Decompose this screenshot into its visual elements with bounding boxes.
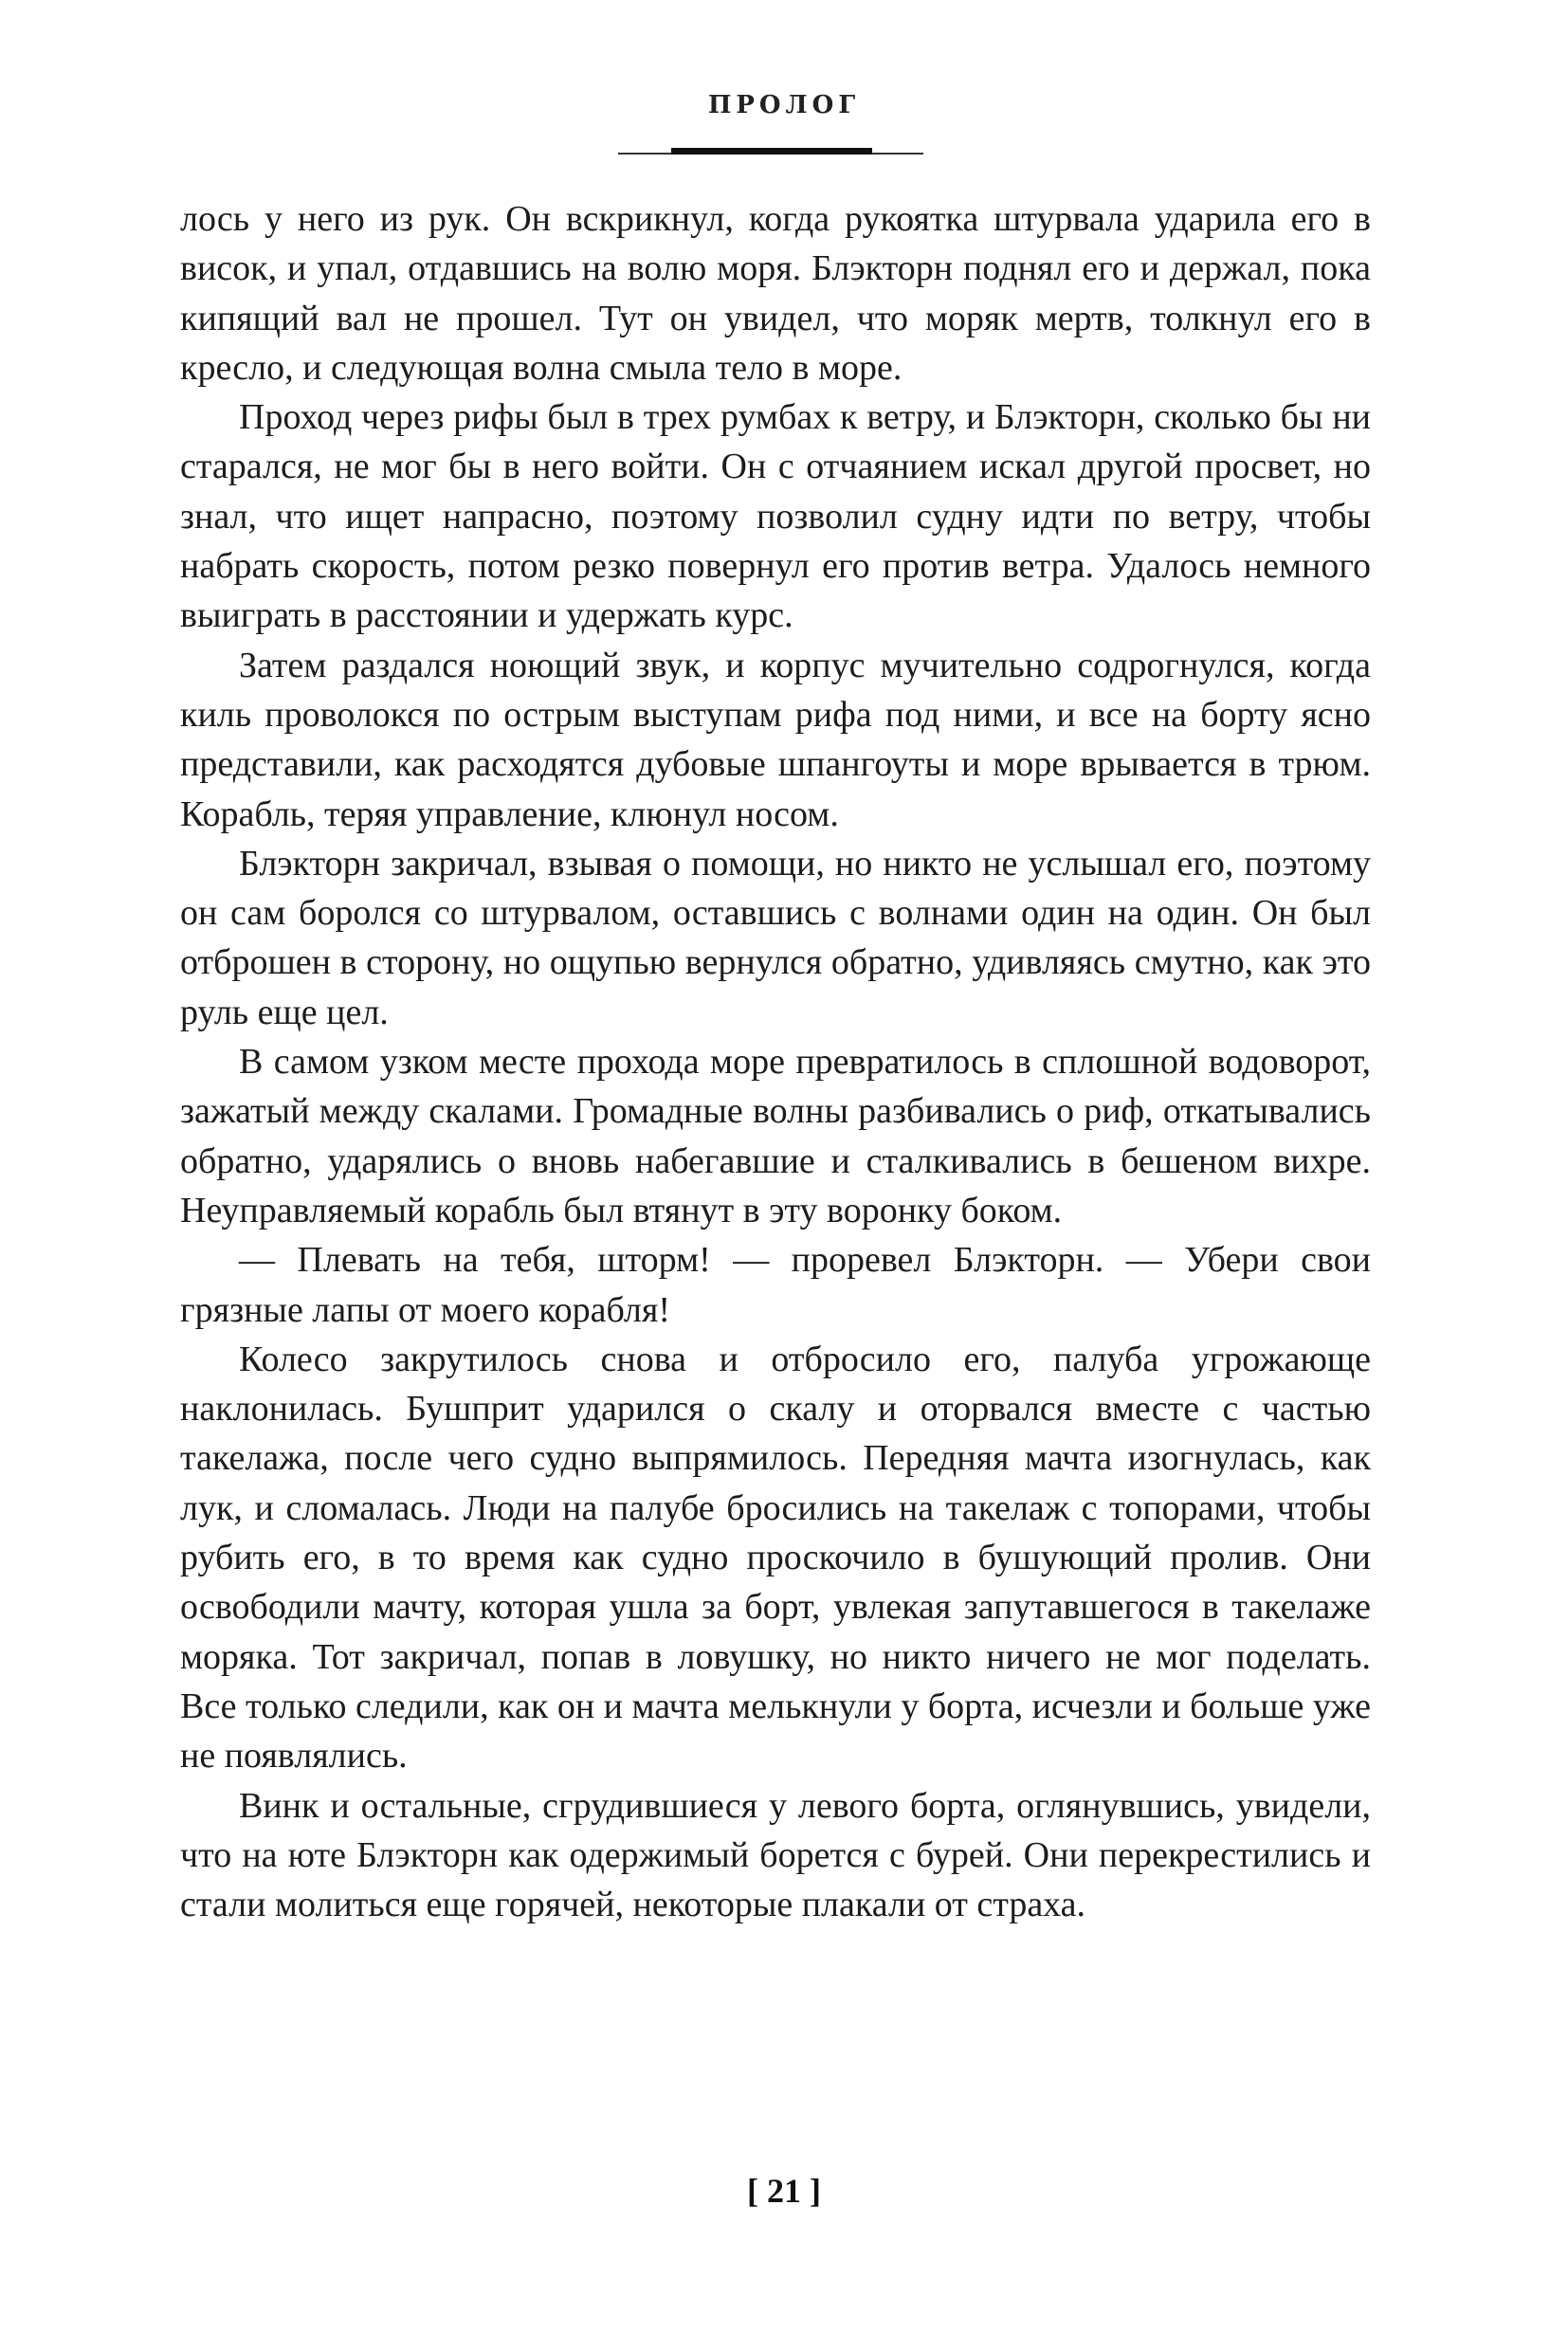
paragraph: В самом узком месте прохода море превратилось в сплошной водоворот, зажатый между скалами. Громадные волны разбивались о риф, откатывались обратно, ударялись о вновь набегавшие и сталкивались в бешеном вихре. Неуправляемый корабль был втянут в эту воронку боком. bbox=[180, 1042, 1371, 1230]
paragraph: Блэкторн закричал, взывая о помощи, но никто не услышал его, поэтому он сам боролся со штурвалом, оставшись с волнами один на один. Он был отброшен в сторону, но ощупью вернулся обратно, удивляясь смутно, как это руль еще цел. bbox=[180, 843, 1371, 1032]
body-text bbox=[180, 194, 1371, 1929]
paragraph-continuation: лось у него из рук. Он вскрикнул, когда рукоятка штурвала ударила его в висок, и упал, отдавшись на волю моря. Блэкторн поднял его и держал, пока кипящий вал не прошел. Тут он увидел, что моряк мертв, толкнул его в кресло, и следующая волна смыла тело в море. bbox=[180, 199, 1371, 388]
paragraph: Затем раздался ноющий звук, и корпус мучительно содрогнулся, когда киль проволокся по острым выступам рифа под ними, и все на борту ясно представили, как расходятся дубовые шпангоуты и море врывается в трюм. Корабль, теряя управление, клюнул носом. bbox=[180, 645, 1371, 834]
paragraph: Винк и остальные, сгрудившиеся у левого борта, оглянувшись, увидели, что на юте Блэкторн как одержимый борется с бурей. Они перекрестились и стали молиться еще горячей, некоторые плакали от страха. bbox=[180, 1785, 1371, 1925]
paragraph: Колесо закрутилось снова и отбросило его, палуба угрожающе наклонилась. Бушприт ударился о скалу и оторвался вместе с частью такелажа, после чего судно выпрямилось. Передняя мачта изогнулась, как лук, и сломалась. Люди на палубе бросились на такелаж с топорами, чтобы рубить его, в то время как судно проскочило в бушующий пролив. Они освободили мачту, которая ушла за борт, увлекая запутавшегося в такелаже моряка. Тот закричал, попав в ловушку, но никто ничего не мог поделать. Все только следили, как он и мачта мелькнули у борта, исчезли и больше уже не появлялись. bbox=[180, 1339, 1372, 1777]
page-number: [ 21 ] bbox=[747, 2172, 821, 2210]
paragraph-dialogue: — Плевать на тебя, шторм! — проревел Блэкторн. — Убери свои грязные лапы от моего корабля! bbox=[180, 1240, 1371, 1330]
running-head: ПРОЛОГ bbox=[707, 91, 861, 119]
paragraph: Проход через рифы был в трех румбах к ветру, и Блэкторн, сколько бы ни старался, не мог бы в него войти. Он с отчаянием искал другой просвет, но знал, что ищет напрасно, поэтому позволил судну идти по ветру, чтобы набрать скорость, потом резко повернул его против ветра. Удалось немного выиграть в расстоянии и удержать курс. bbox=[180, 397, 1371, 636]
header-rule-thick bbox=[671, 148, 872, 155]
